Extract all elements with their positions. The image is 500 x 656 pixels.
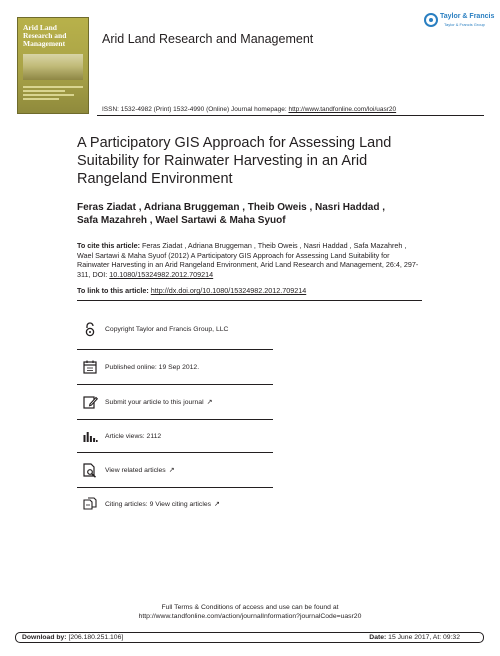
article-title: A Participatory GIS Approach for Assessing Land Suitability for Rainwater Harvesting in an Arid Rangeland Environment bbox=[77, 135, 392, 187]
cover-photo bbox=[23, 54, 83, 80]
downloaded-by-value: [206.180.251.106] bbox=[66, 634, 124, 641]
header-divider bbox=[97, 115, 484, 116]
related-articles-row[interactable] bbox=[82, 459, 175, 481]
download-date-label: Date: bbox=[369, 634, 387, 641]
link-label: To link to this article: bbox=[77, 286, 151, 295]
article-views-count: Article views: 2112 bbox=[105, 432, 162, 440]
link-line bbox=[77, 286, 306, 295]
published-date: Published online: 19 Sep 2012. bbox=[105, 363, 200, 371]
article-authors: Feras Ziadat , Adriana Bruggeman , Theib Oweis , Nasri Haddad , Safa Mazahreh , Wael Sartawi & Maha Syuof bbox=[77, 202, 386, 226]
submit-article-link[interactable]: Submit your article to this journal bbox=[105, 398, 204, 406]
issn-text: ISSN: 1532-4982 (Print) 1532-4990 (Online) Journal homepage: bbox=[102, 106, 289, 113]
open-access-lock-icon bbox=[82, 321, 98, 337]
citing-articles-link[interactable]: Citing articles: 9 View citing articles bbox=[105, 500, 212, 508]
citing-documents-icon bbox=[82, 496, 98, 512]
info-divider bbox=[77, 487, 273, 488]
publisher-logo-name: Taylor & Francis bbox=[440, 13, 495, 20]
journal-name: Arid Land Research and Management bbox=[102, 32, 314, 46]
external-link-icon: ↗ bbox=[206, 399, 213, 406]
external-link-icon: ↗ bbox=[214, 501, 220, 508]
journal-cover-image bbox=[17, 17, 89, 114]
download-date bbox=[369, 634, 460, 641]
publisher-logo[interactable] bbox=[424, 12, 495, 32]
journal-homepage-link[interactable]: http://www.tandfonline.com/loi/uasr20 bbox=[288, 106, 397, 113]
info-divider bbox=[77, 452, 273, 453]
copyright-row bbox=[82, 318, 228, 340]
published-row bbox=[82, 356, 199, 378]
citation-text: Feras Ziadat , Adriana Bruggeman , Theib Oweis , Nasri Haddad , Safa Mazahreh , Wael Sartawi & Maha Syuof (2012) A Participatory GIS Approach for Assessing Land Suitability for Rainwater Harvesting in an Arid Rangeland Environment, Arid Land Research and Management, 26:4, 297-311, DOI: bbox=[77, 241, 419, 279]
edit-pencil-icon bbox=[82, 394, 98, 410]
article-doi-link[interactable]: http://dx.doi.org/10.1080/15324982.2012.709214 bbox=[150, 286, 307, 295]
cover-text-lines bbox=[23, 86, 83, 102]
publisher-logo-sub: Taylor & Francis Group bbox=[444, 22, 485, 27]
citation-label: To cite this article: bbox=[77, 241, 140, 250]
info-divider-top bbox=[77, 300, 422, 301]
cover-title-line: Research and bbox=[23, 31, 67, 40]
info-divider bbox=[77, 384, 273, 385]
info-divider bbox=[77, 349, 273, 350]
submit-article-row[interactable] bbox=[82, 391, 212, 413]
copyright-text: Copyright Taylor and Francis Group, LLC bbox=[105, 325, 229, 333]
calendar-icon bbox=[82, 359, 98, 375]
issn-line bbox=[102, 106, 396, 113]
terms-link[interactable]: http://www.tandfonline.com/action/journalInformation?journalCode=uasr20 bbox=[138, 613, 362, 620]
citation-doi-link[interactable]: 10.1080/15324982.2012.709214 bbox=[109, 269, 214, 279]
info-divider bbox=[77, 419, 273, 420]
external-link-icon: ↗ bbox=[168, 467, 175, 474]
document-search-icon bbox=[82, 462, 98, 478]
cover-title-line: Arid Land bbox=[23, 23, 57, 32]
terms-line: Full Terms & Conditions of access and use can be found at bbox=[161, 604, 339, 611]
related-articles-link[interactable]: View related articles bbox=[105, 466, 166, 474]
citing-articles-row[interactable] bbox=[82, 493, 220, 515]
terms-notice bbox=[0, 603, 500, 621]
publisher-logo-icon bbox=[424, 13, 438, 27]
article-views-row bbox=[82, 425, 161, 447]
downloaded-by bbox=[22, 634, 123, 641]
cover-title-line: Management bbox=[23, 39, 66, 48]
citation-block bbox=[77, 241, 422, 279]
bar-chart-icon bbox=[82, 428, 98, 444]
download-date-value: 15 June 2017, At: 09:32 bbox=[386, 634, 460, 641]
downloaded-by-label: Download by: bbox=[22, 634, 67, 641]
cover-title bbox=[23, 24, 83, 48]
